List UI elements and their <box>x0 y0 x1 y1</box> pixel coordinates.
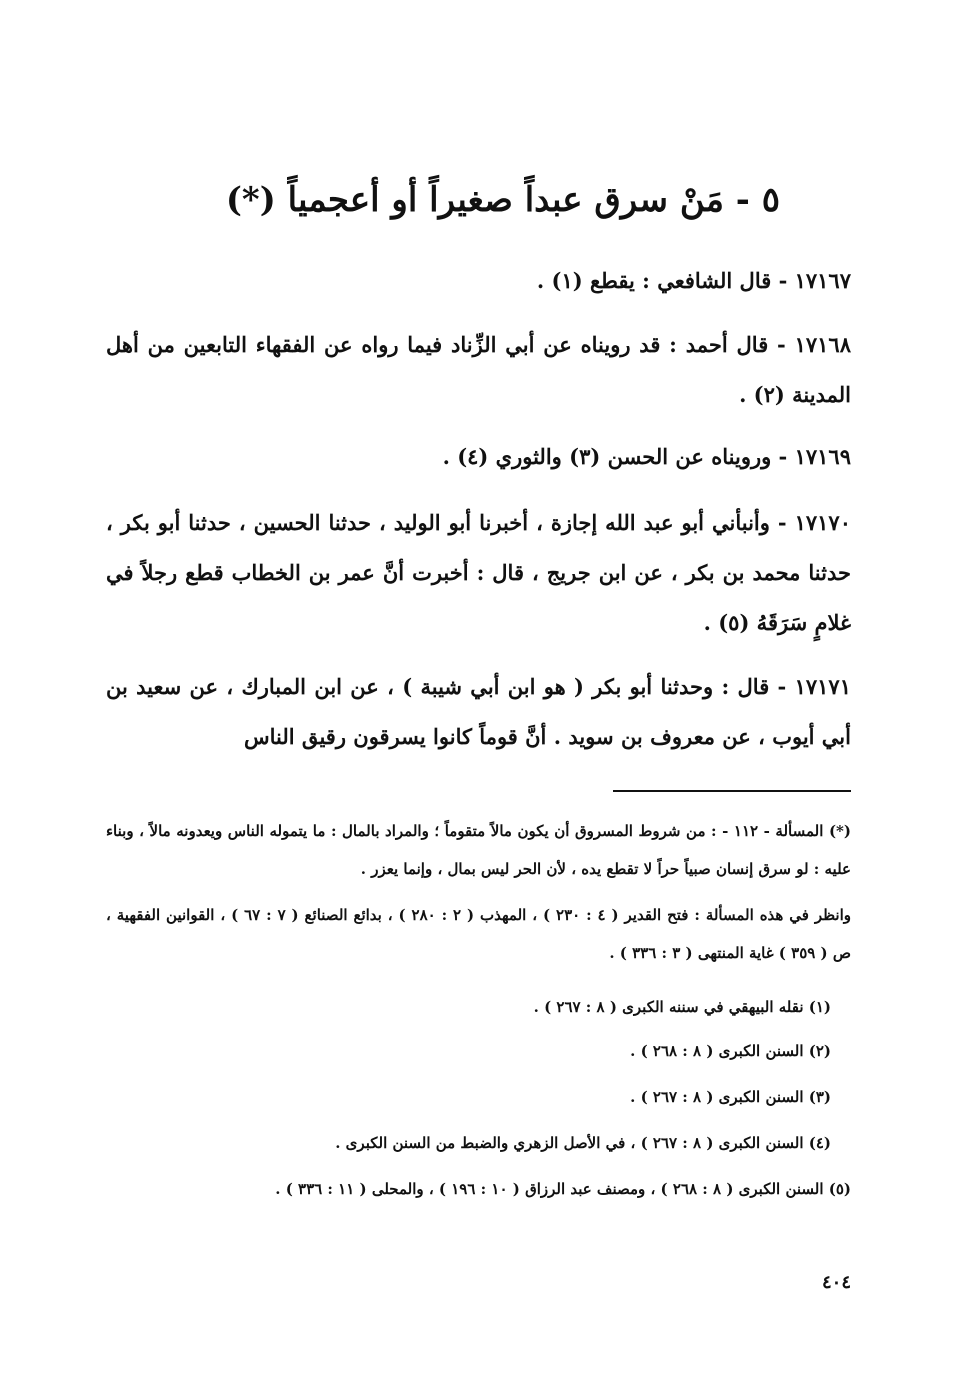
page-number: ٤٠٤ <box>821 1272 851 1293</box>
footnote-3: (٣) السنن الكبرى ( ٨ : ٢٦٧ ) . <box>630 1088 831 1106</box>
footnote-1: (١) نقله البيهقي في سننه الكبرى ( ٨ : ٢٦٧ ) . <box>533 998 831 1016</box>
footnote-2: (٢) السنن الكبرى ( ٨ : ٢٦٨ ) . <box>630 1042 831 1060</box>
paragraph-17170: ١٧١٧٠ - وأنبأني أبو عبد الله إجازة ، أخبرنا أبو الوليد ، حدثنا الحسين ، حدثنا أبو بكر ، حدثنا محمد بن بكر ، عن ابن جريج ، قال : أخبرت أنَّ عمر بن الخطاب قطع رجلاً في غلامٍ سَرَقَهُ (٥) . <box>106 510 851 635</box>
footnote-star: (*) المسألة - ١١٢ - : من شروط المسروق أن يكون مالاً متقوماً ؛ والمراد بالمال : ما يتموله الناس ويعدونه مالاً ، وبناء عليه : لو سرق إنسان صبياً حراً لا تقطع يده ، لأن الحر ليس بمال ، وإنما يعزر . <box>106 822 852 878</box>
footnote-see-also: وانظر في هذه المسألة : فتح القدير ( ٤ : ٢٣٠ ) ، المهذب ( ٢ : ٢٨٠ ) ، بدائع الصنائع ( ٧ : ٦٧ ) ، القوانين الفقهية ، ص ( ٣٥٩ ) غاية المنتهى ( ٣ : ٣٣٦ ) . <box>106 906 852 962</box>
footnote-4: (٤) السنن الكبرى ( ٨ : ٢٦٧ ) ، في الأصل الزهري والضبط من السنن الكبرى . <box>335 1134 831 1152</box>
paragraph-17171: ١٧١٧١ - قال : وحدثنا أبو بكر ( هو ابن أبي شيبة ) ، عن ابن المبارك ، عن سعيد بن أبي أيوب ، عن معروف بن سويد . أنَّ قوماً كانوا يسرقون رقيق الناس <box>106 674 851 749</box>
footnote-separator <box>613 790 851 792</box>
chapter-title: ٥ - مَنْ سرق عبداً صغيراً أو أعجمياً (*) <box>225 180 780 220</box>
paragraph-17168: ١٧١٦٨ - قال أحمد : قد رويناه عن أبي الزِّناد فيما رواه عن الفقهاء التابعين من أهل المدينة (٢) . <box>106 332 851 407</box>
footnote-5: (٥) السنن الكبرى ( ٨ : ٢٦٨ ) ، ومصنف عبد الرزاق ( ١٠ : ١٩٦ ) ، والمحلى ( ١١ : ٣٣٦ ) . <box>275 1180 851 1198</box>
paragraph-17167: ١٧١٦٧ - قال الشافعي : يقطع (١) . <box>536 268 851 293</box>
paragraph-17169: ١٧١٦٩ - ورويناه عن الحسن (٣) والثوري (٤) . <box>442 444 851 469</box>
